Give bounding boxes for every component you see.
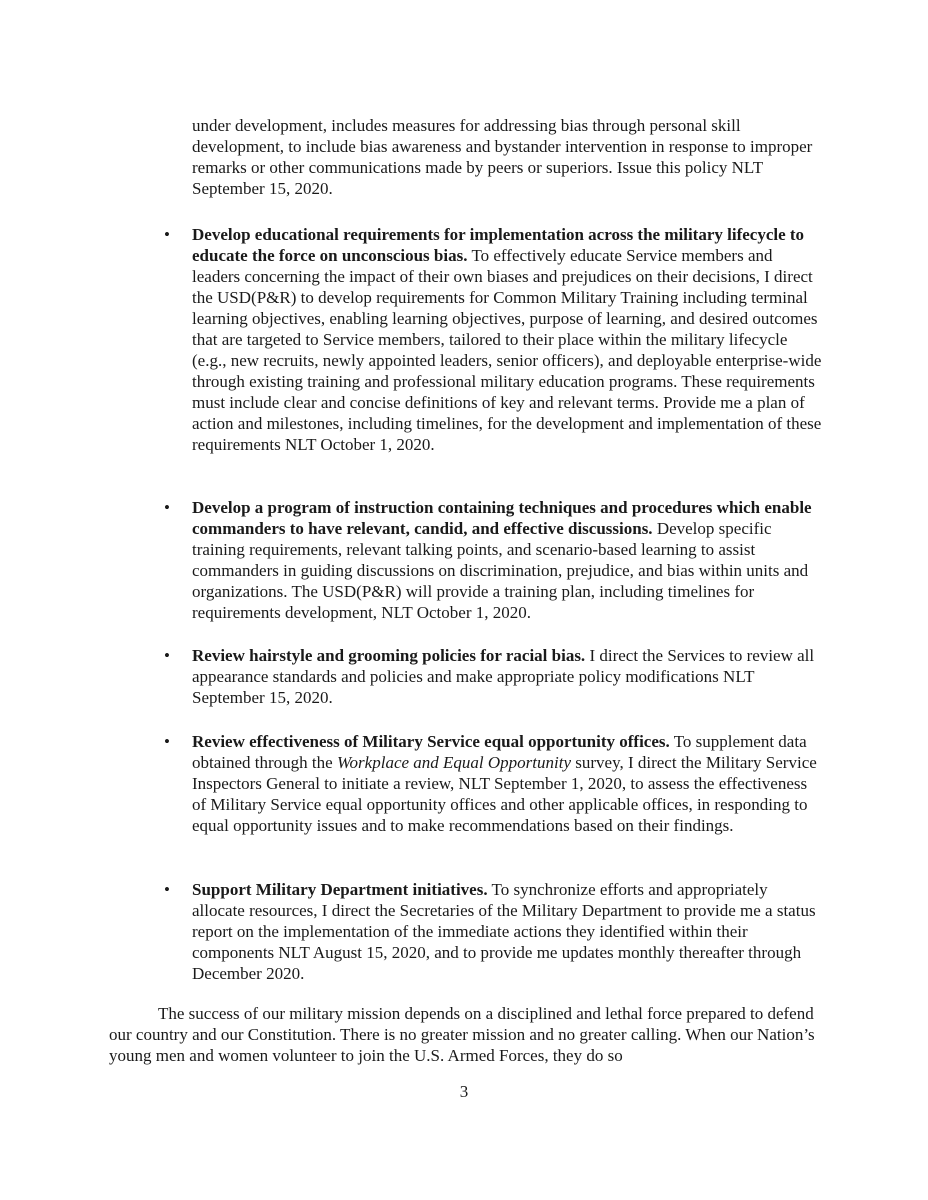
bullet-body: Develop specific training requirements, relevant talking points, and scenario-based learning to assist commanders in guiding discussions on discrimination, prejudice, and bias within units and organizations. The USD(P&R) will provide a training plan, including timelines for requirements development, NLT October 1, 2020.: [192, 519, 809, 622]
bullet-heading: Develop educational requirements for implementation across the military lifecycle to educate the force on unconscious bias.: [192, 225, 805, 265]
bullet-body: To effectively educate Service members and leaders concerning the impact of their own biases and prejudices on their decisions, I direct the USD(P&R) to develop requirements for Common Military Training including terminal learning objectives, enabling learning objectives, purpose of learning, and desired outcomes that are targeted to Service members, tailored to their place within the military lifecycle (e.g., new recruits, newly appointed leaders, senior officers), and deployable enterprise-wide through existing training and professional military education programs. These requirements must include clear and concise definitions of key and relevant terms. Provide me a plan of action and milestones, including timelines, for the development and implementation of these requirements NLT October 1, 2020.: [192, 246, 822, 454]
bullet-body-end: survey, I direct the Military Service Inspectors General to initiate a review, NLT September 1, 2020, to assess the effectiveness of Military Service equal opportunity offices and other applicable offices, in responding to equal opportunity issues and to make recommendations based on their findings.: [192, 753, 817, 835]
survey-title: Workplace and Equal Opportunity: [336, 753, 571, 772]
bullet-body-start: To supplement data obtained through the: [192, 732, 807, 772]
bullet-heading: Review effectiveness of Military Service equal opportunity offices.: [192, 732, 670, 751]
bullet-heading: Review hairstyle and grooming policies for racial bias.: [192, 646, 586, 665]
bullet-equal-opportunity-offices: [164, 731, 824, 836]
closing-paragraph: The success of our military mission depends on a disciplined and lethal force prepared to defend our country and our Constitution. There is no greater mission and no greater calling. When our Nation’s young men and women volunteer to join the U.S. Armed Forces, they do so: [109, 1004, 815, 1065]
continuation-paragraph: under development, includes measures for addressing bias through personal skill development, to include bias awareness and bystander intervention in response to improper remarks or other communications made by peers or superiors. Issue this policy NLT September 15, 2020.: [192, 116, 813, 198]
bullet-educational-requirements: [164, 224, 824, 455]
bullet-heading: Develop a program of instruction containing techniques and procedures which enable commanders to have relevant, candid, and effective discussions.: [192, 498, 812, 538]
bullet-hairstyle-grooming: [164, 645, 824, 708]
bullet-body: To synchronize efforts and appropriately allocate resources, I direct the Secretaries of the Military Department to provide me a status report on the implementation of the immediate actions they identified within their components NLT August 15, 2020, and to provide me updates monthly thereafter through December 2020.: [192, 880, 816, 983]
bullet-program-of-instruction: [164, 497, 824, 623]
bullet-body: I direct the Services to review all appearance standards and policies and make appropriate policy modifications NLT September 15, 2020.: [192, 646, 815, 707]
bullet-icon: •: [164, 732, 170, 751]
bullet-icon: •: [164, 225, 170, 244]
bullet-icon: •: [164, 646, 170, 665]
bullet-military-department-initiatives: [164, 879, 824, 984]
bullet-heading: Support Military Department initiatives.: [192, 880, 488, 899]
bullet-icon: •: [164, 880, 170, 899]
page-number: 3: [459, 1082, 469, 1101]
bullet-icon: •: [164, 498, 170, 517]
